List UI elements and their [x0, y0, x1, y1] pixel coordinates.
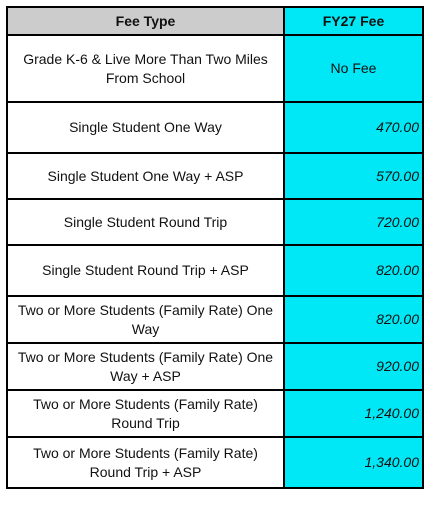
table-row — [7, 102, 423, 153]
table-row — [7, 245, 423, 296]
fee-amount-cell: 1,240.00 — [284, 390, 423, 437]
fee-amount-cell: 1,340.00 — [284, 437, 423, 488]
fee-type-cell: Single Student Round Trip — [7, 199, 284, 245]
header-row — [7, 7, 423, 35]
table-row — [7, 437, 423, 488]
table-row — [7, 153, 423, 199]
fee-amount-cell: 820.00 — [284, 245, 423, 296]
table-row — [7, 35, 423, 102]
fee-type-cell: Two or More Students (Family Rate) Round Trip + ASP — [7, 437, 284, 488]
fy27-fee-header: FY27 Fee — [284, 7, 423, 35]
fee-amount-cell: 920.00 — [284, 343, 423, 390]
fee-type-header: Fee Type — [7, 7, 284, 35]
fee-type-cell: Single Student Round Trip + ASP — [7, 245, 284, 296]
fee-amount-cell: 570.00 — [284, 153, 423, 199]
fee-amount-cell: 820.00 — [284, 296, 423, 343]
table-row — [7, 296, 423, 343]
fee-type-cell: Single Student One Way + ASP — [7, 153, 284, 199]
fee-type-cell: Two or More Students (Family Rate) One Way + ASP — [7, 343, 284, 390]
fee-type-cell: Two or More Students (Family Rate) One Way — [7, 296, 284, 343]
fee-amount-cell: No Fee — [284, 35, 423, 102]
fee-type-cell: Single Student One Way — [7, 102, 284, 153]
table-row — [7, 390, 423, 437]
fee-table — [6, 6, 424, 489]
fee-type-cell: Grade K-6 & Live More Than Two Miles From School — [7, 35, 284, 102]
fee-amount-cell: 470.00 — [284, 102, 423, 153]
fee-type-cell: Two or More Students (Family Rate) Round Trip — [7, 390, 284, 437]
table-row — [7, 199, 423, 245]
fee-amount-cell: 720.00 — [284, 199, 423, 245]
table-row — [7, 343, 423, 390]
